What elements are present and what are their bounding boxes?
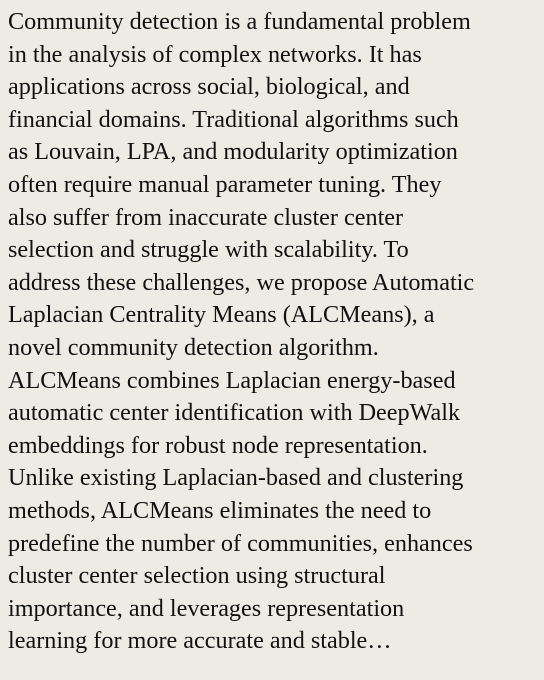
- text-line: selection and struggle with scalability. To: [8, 236, 409, 264]
- text-line: in the analysis of complex networks. It has: [8, 40, 422, 68]
- text-line: Laplacian Centrality Means (ALCMeans), a: [8, 301, 435, 329]
- text-line: learning for more accurate and stable…: [8, 627, 392, 655]
- text-line: ALCMeans combines Laplacian energy-based: [8, 366, 456, 394]
- text-line: Community detection is a fundamental problem: [8, 8, 471, 35]
- text-line: importance, and leverages representation: [8, 594, 405, 622]
- text-line: automatic center identification with DeepWalk: [8, 399, 461, 427]
- abstract-paragraph: [8, 6, 538, 658]
- text-line: often require manual parameter tuning. They: [8, 170, 442, 198]
- document-page: [8, 6, 538, 658]
- text-line: applications across social, biological, and: [8, 73, 410, 101]
- text-line: Unlike existing Laplacian-based and clustering: [8, 464, 464, 492]
- text-line: address these challenges, we propose Automatic: [8, 268, 475, 296]
- text-line: also suffer from inaccurate cluster center: [8, 203, 404, 231]
- text-line: novel community detection algorithm.: [8, 333, 379, 361]
- text-line: methods, ALCMeans eliminates the need to: [8, 496, 432, 524]
- text-line: embeddings for robust node representation.: [8, 431, 428, 459]
- text-line: predefine the number of communities, enhances: [8, 529, 473, 557]
- text-line: financial domains. Traditional algorithms such: [8, 105, 459, 133]
- text-line: as Louvain, LPA, and modularity optimization: [8, 138, 458, 166]
- text-line: cluster center selection using structural: [8, 562, 386, 590]
